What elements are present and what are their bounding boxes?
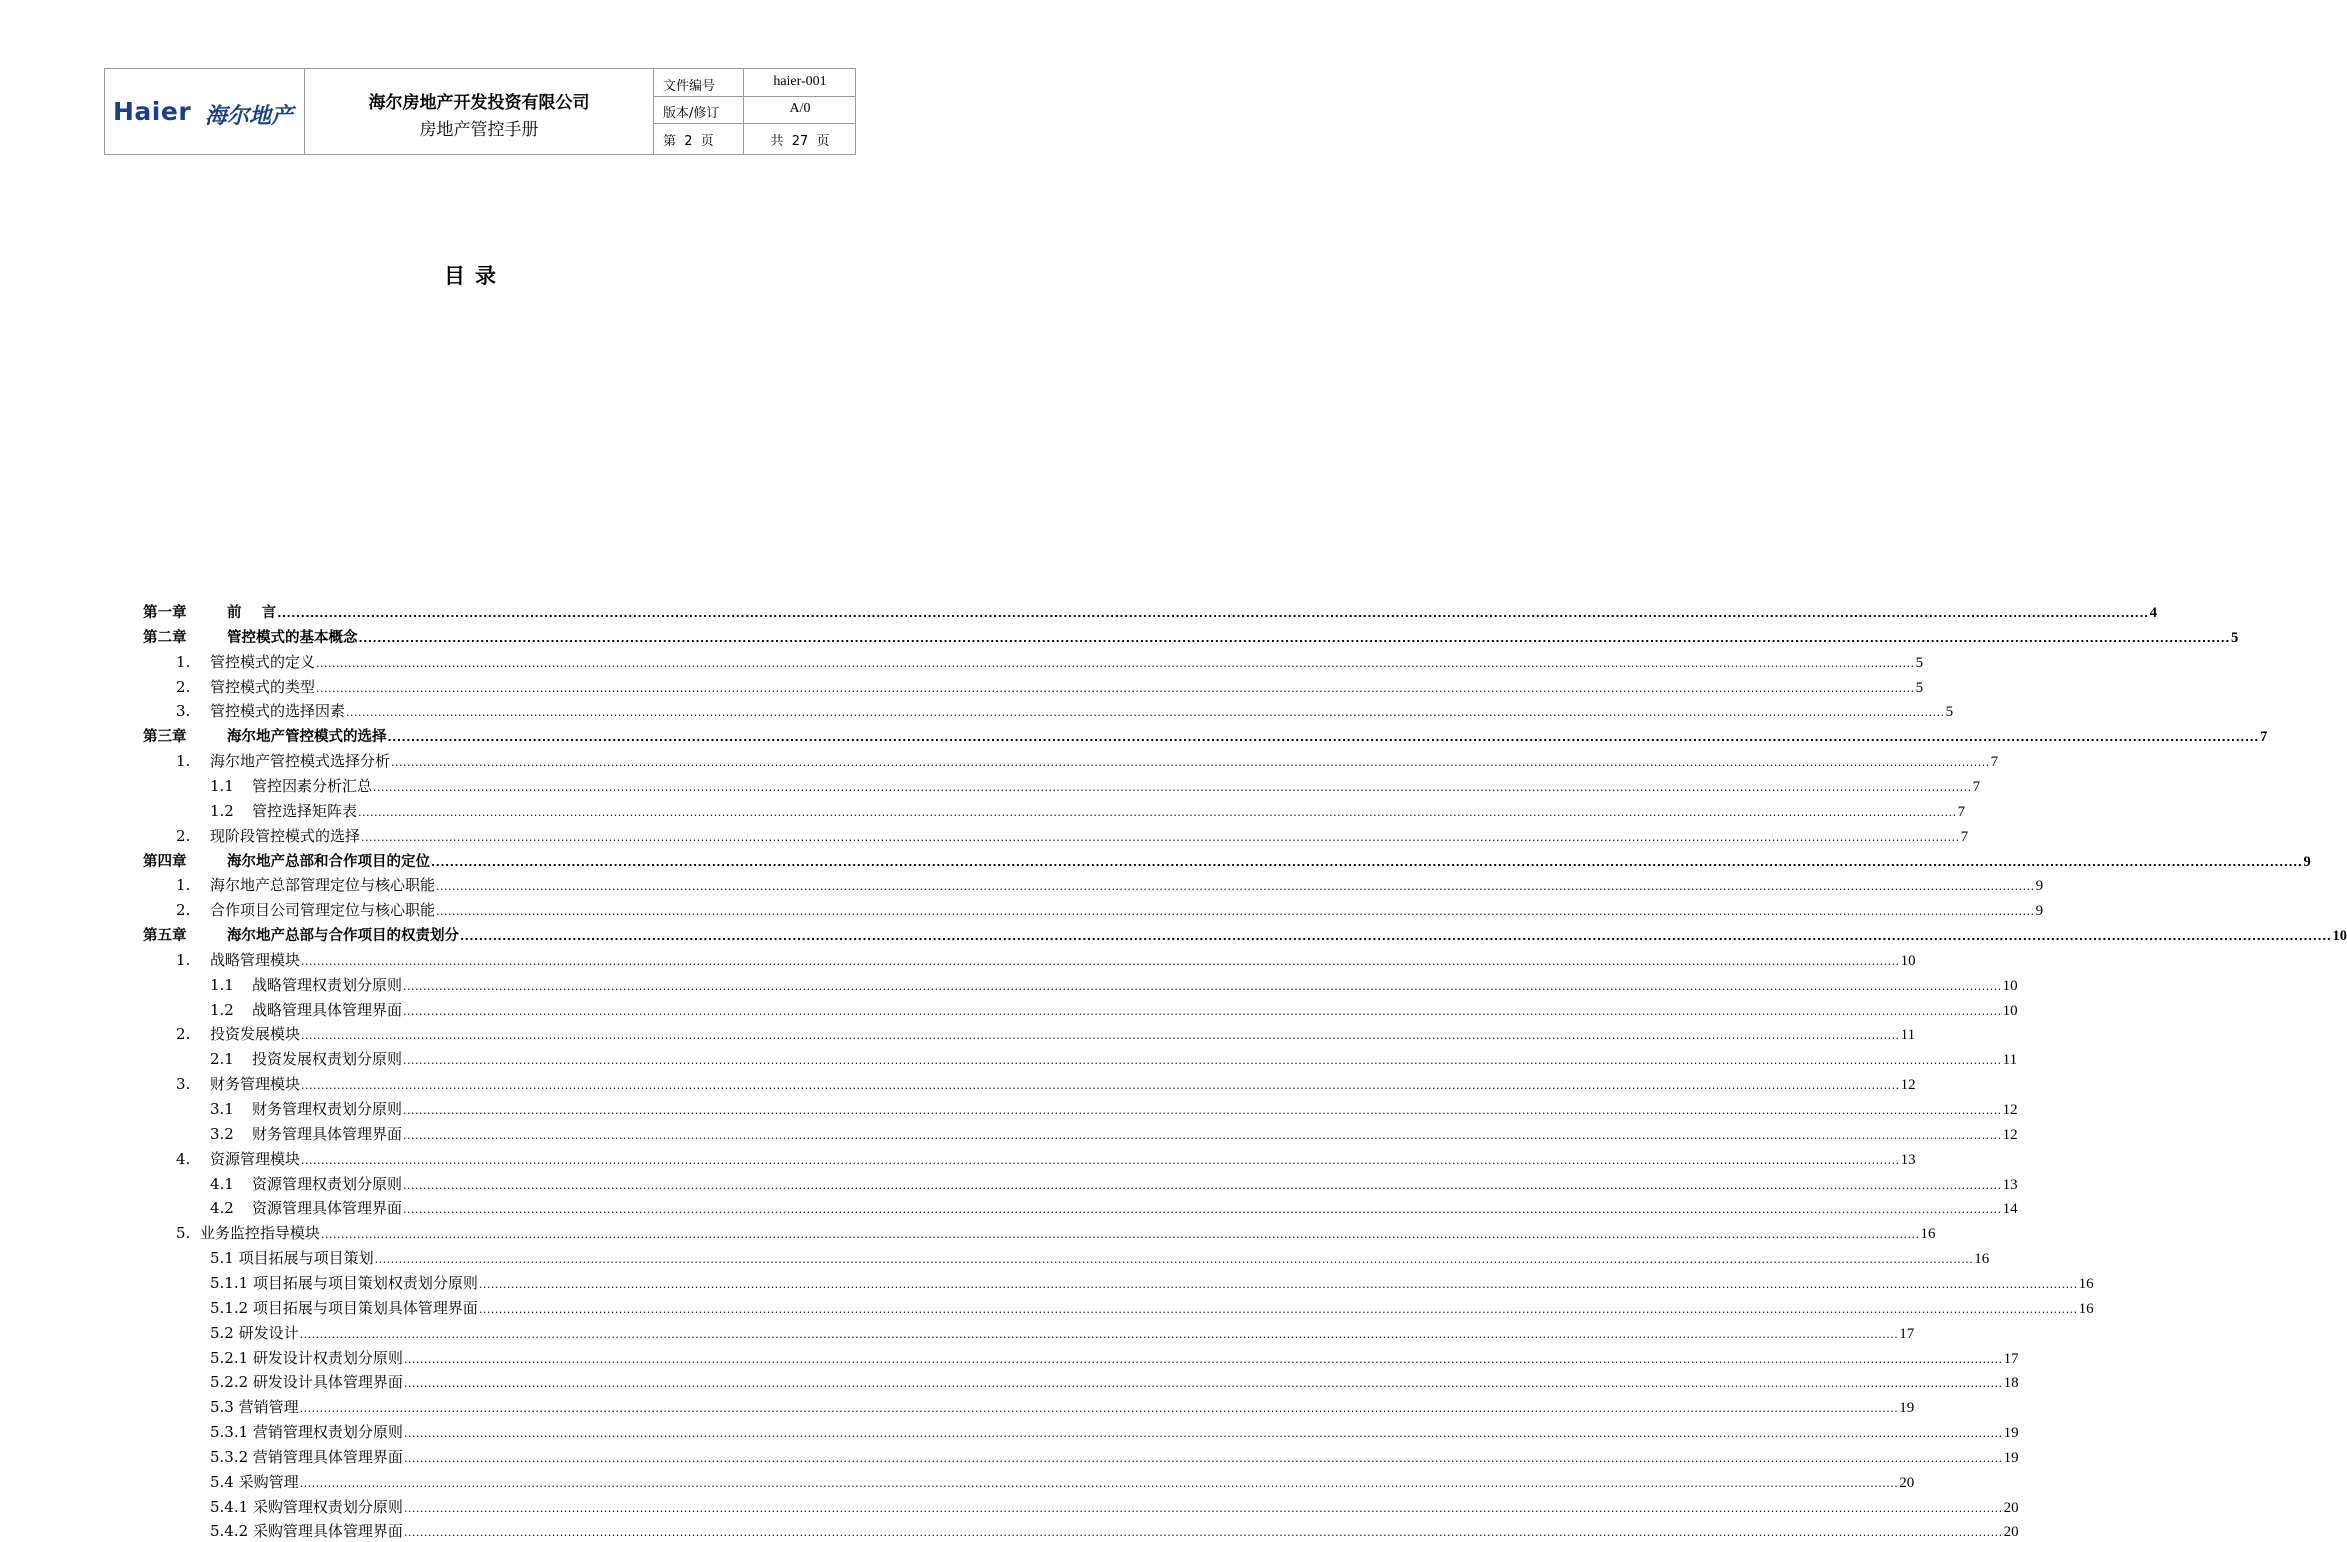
manual-title: 房地产管控手册 [419,120,539,140]
toc-page-number: 4 [2149,605,2157,621]
toc-entry-number: 第二章 [143,629,187,646]
toc-entry-label [210,775,372,796]
toc-entry[interactable] [210,800,1966,822]
toc-entry-label [176,1148,300,1169]
toc-entry-number: 3.1 [210,1100,234,1118]
toc-entry-number: 第三章 [143,729,187,746]
total-pages: 共 27 页 [770,134,830,149]
toc-page-number: 18 [2003,1375,2019,1392]
toc-entry[interactable] [210,1371,2019,1393]
toc-page-number: 12 [1900,1077,1916,1094]
header-divider [653,123,855,124]
toc-entry-number: 2. [176,1025,191,1044]
toc-entry-label [210,1173,402,1194]
toc-entry-label [176,1222,320,1243]
toc-entry[interactable] [210,974,2018,996]
haier-logo [113,97,301,129]
toc-entry[interactable] [176,1148,1916,1170]
toc-entry[interactable] [210,1247,1990,1269]
toc-entry[interactable] [210,1347,2019,1369]
toc-leader-dots: ................................................................................................................................................................................................................................................................................................................................................................................................................ [387,731,2259,745]
toc-leader-dots: ................................................................................................................................................................................................................................................................................................................................................................................................................ [436,880,2035,894]
toc-entry-text: 5.4.1 采购管理权责划分原则 [210,1497,403,1516]
toc-leader-dots: ................................................................................................................................................................................................................................................................................................................................................................................................................ [320,1228,1920,1242]
toc-page-number: 19 [2003,1449,2019,1466]
toc-entry[interactable] [210,1098,2018,1120]
toc-page-number: 5 [1915,679,1924,696]
toc-entry-number: 4. [176,1149,191,1168]
toc-entry-text: 资源管理模块 [210,1149,301,1168]
toc-leader-dots: ................................................................................................................................................................................................................................................................................................................................................................................................................ [301,1079,1900,1093]
toc-leader-dots: ................................................................................................................................................................................................................................................................................................................................................................................................................ [373,780,1972,794]
toc-entry[interactable] [210,775,1981,797]
page-number: 第 2 页 [663,134,714,149]
toc-page-number: 16 [1974,1251,1990,1268]
toc-entry-text: 海尔地产总部管理定位与核心职能 [210,876,436,895]
toc-leader-dots: ................................................................................................................................................................................................................................................................................................................................................................................................................ [431,855,2303,869]
toc-page-number: 16 [1920,1226,1936,1243]
toc-entry[interactable] [176,874,2044,896]
toc-entry-text: 资源管理具体管理界面 [252,1199,403,1218]
toc-entry-label [143,626,358,647]
toc-entry-number: 1.1 [210,975,234,994]
toc-page-number: 12 [2002,1126,2018,1143]
header-divider [653,69,654,154]
toc-entry-text: 管控因素分析汇总 [252,776,373,795]
toc-entry-text: 5. 业务监控指导模块 [176,1224,320,1243]
toc-leader-dots: ................................................................................................................................................................................................................................................................................................................................................................................................................ [436,905,2035,919]
toc-entry[interactable] [176,825,1969,847]
toc-entry-text: 海尔地产管控模式选择分析 [210,752,391,771]
toc-entry-text: 现阶段管控模式的选择 [210,826,361,845]
toc-entry-text: 海尔地产总部与合作项目的权责划分 [227,928,459,945]
toc-entry-number: 2.1 [210,1050,234,1069]
toc-leader-dots: ................................................................................................................................................................................................................................................................................................................................................................................................................ [316,656,1915,670]
toc-entry-label [210,1496,403,1517]
toc-entry[interactable] [210,1421,2019,1443]
toc-entry[interactable] [210,1496,2019,1518]
toc-entry-label [210,800,357,821]
toc-leader-dots: ................................................................................................................................................................................................................................................................................................................................................................................................................ [403,1203,2002,1217]
toc-page-number: 7 [1990,754,1999,771]
toc-entry[interactable] [176,1222,1936,1244]
toc-leader-dots: ................................................................................................................................................................................................................................................................................................................................................................................................................ [301,1153,1900,1167]
toc-entry[interactable] [210,1520,2019,1542]
toc-leader-dots: ................................................................................................................................................................................................................................................................................................................................................................................................................ [403,1526,2003,1540]
toc-chapter-entry[interactable] [143,626,2239,648]
toc-leader-dots: ................................................................................................................................................................................................................................................................................................................................................................................................................ [358,631,2230,645]
toc-entry-text: 前 言 [227,605,277,621]
doc-no-value: haier-001 [773,74,827,89]
toc-page-number: 17 [2003,1350,2019,1367]
toc-entry-number: 1.2 [210,1000,234,1019]
toc-entry-number: 第四章 [143,853,187,870]
toc-leader-dots: ................................................................................................................................................................................................................................................................................................................................................................................................................ [403,1377,2003,1391]
toc-leader-dots: ................................................................................................................................................................................................................................................................................................................................................................................................................ [478,1277,2078,1291]
toc-entry[interactable] [210,1197,2018,1219]
toc-entry-label [143,725,387,746]
toc-entry-label [176,750,390,771]
toc-entry-label [210,1396,299,1417]
toc-entry-text: 5.1.1 项目拓展与项目策划权责划分原则 [210,1273,478,1292]
toc-leader-dots: ................................................................................................................................................................................................................................................................................................................................................................................................................ [403,1054,2002,1068]
toc-entry-number: 1. [176,652,191,671]
toc-page-number: 16 [2078,1300,2094,1317]
toc-entry-label [176,676,315,697]
toc-page-number: 7 [1957,803,1966,820]
toc-entry-label [210,1247,374,1268]
toc-leader-dots: ................................................................................................................................................................................................................................................................................................................................................................................................................ [361,830,1960,844]
toc-leader-dots: ................................................................................................................................................................................................................................................................................................................................................................................................................ [403,1451,2003,1465]
toc-chapter-entry[interactable] [143,725,2268,747]
toc-entry-text: 投资发展权责划分原则 [252,1050,403,1069]
toc-entry-label [210,1471,299,1492]
toc-entry-label [210,1048,402,1069]
doc-no-label: 文件编号 [663,79,716,94]
toc-entry-number: 2. [176,901,191,920]
toc-entry[interactable] [176,750,1999,772]
toc-leader-dots: ................................................................................................................................................................................................................................................................................................................................................................................................................ [478,1302,2078,1316]
toc-leader-dots: ................................................................................................................................................................................................................................................................................................................................................................................................................ [403,1178,2002,1192]
toc-leader-dots: ................................................................................................................................................................................................................................................................................................................................................................................................................ [358,805,1957,819]
toc-entry-label [143,850,430,871]
toc-entry-text: 5.2.2 研发设计具体管理界面 [210,1373,403,1392]
toc-entry-text: 管控模式的定义 [210,652,316,671]
toc-entry-label [210,1371,403,1392]
toc-entry-text: 5.3 营销管理 [210,1398,299,1417]
toc-leader-dots: ................................................................................................................................................................................................................................................................................................................................................................................................................ [403,1004,2002,1018]
toc-entry-text: 管控模式的基本概念 [227,629,358,646]
toc-page-number: 13 [1900,1151,1916,1168]
toc-entry[interactable] [210,1272,2094,1294]
toc-entry-text: 5.1.2 项目拓展与项目策划具体管理界面 [210,1298,478,1317]
toc-entry-text: 财务管理权责划分原则 [252,1100,403,1118]
toc-leader-dots: ................................................................................................................................................................................................................................................................................................................................................................................................................ [403,1104,2002,1117]
header-divider [653,96,855,97]
toc-entry-text: 管控模式的选择因素 [210,702,346,721]
toc-page-number: 19 [1899,1400,1915,1417]
toc-title: 目录 [444,264,506,288]
toc-page-number: 5 [2230,629,2239,646]
toc-entry-label [176,899,435,920]
toc-entry[interactable] [176,676,1924,698]
toc-leader-dots: ................................................................................................................................................................................................................................................................................................................................................................................................................ [301,954,1900,968]
toc-leader-dots: ................................................................................................................................................................................................................................................................................................................................................................................................................ [299,1402,1899,1416]
toc-leader-dots: ................................................................................................................................................................................................................................................................................................................................................................................................................ [346,706,1945,720]
toc-entry-number: 1.2 [210,801,234,820]
toc-page-number: 20 [1899,1474,1915,1491]
toc-entry-text: 战略管理模块 [210,950,301,969]
toc-entry[interactable] [210,1446,2019,1468]
toc-page-number: 11 [2002,1052,2018,1069]
toc-page-number: 10 [2332,928,2347,945]
toc-chapter-entry[interactable] [143,924,2347,946]
toc-page-number: 17 [1899,1325,1915,1342]
toc-entry-label [210,1098,402,1119]
toc-entry-number: 1. [176,950,191,969]
toc-leader-dots: ................................................................................................................................................................................................................................................................................................................................................................................................................ [299,1327,1899,1341]
toc-entry-number: 2. [176,677,191,696]
toc-entry-label [176,1073,300,1094]
toc-page-number: 20 [2003,1499,2019,1516]
toc-page-number: 7 [1960,828,1969,845]
toc-entry-number: 1. [176,876,191,895]
toc-page-number: 12 [2002,1102,2018,1118]
toc-entry-number: 2. [176,826,191,845]
toc-entry-label [176,651,315,672]
logo-cn-text: 海尔地产 [205,104,294,129]
toc-entry-label [210,1446,403,1467]
toc-leader-dots: ................................................................................................................................................................................................................................................................................................................................................................................................................ [391,756,1990,770]
toc-leader-dots: ................................................................................................................................................................................................................................................................................................................................................................................................................ [403,1352,2003,1366]
toc-leader-dots: ................................................................................................................................................................................................................................................................................................................................................................................................................ [277,607,2149,620]
toc-entry[interactable] [176,700,1954,722]
toc-entry-label [210,1297,478,1318]
toc-leader-dots: ................................................................................................................................................................................................................................................................................................................................................................................................................ [374,1253,1974,1267]
toc-entry[interactable] [210,1297,2094,1319]
company-name: 海尔房地产开发投资有限公司 [368,93,590,113]
toc-entry-label [143,924,459,945]
toc-entry-label [210,1520,403,1541]
toc-entry-text: 战略管理具体管理界面 [252,1000,403,1019]
toc-entry-label [210,1421,403,1442]
toc-entry-label [176,1023,300,1044]
toc-page-number: 7 [1972,778,1981,795]
logo-brand-text: Haier [113,97,192,126]
toc-page-number: 20 [2003,1524,2019,1541]
toc-entry-label [143,601,276,622]
toc-leader-dots: ................................................................................................................................................................................................................................................................................................................................................................................................................ [301,1029,1900,1043]
toc-entry-text: 资源管理权责划分原则 [252,1174,403,1193]
toc-entry-text: 5.2 研发设计 [210,1323,299,1342]
toc-entry-label [176,700,345,721]
toc-leader-dots: ................................................................................................................................................................................................................................................................................................................................................................................................................ [403,1427,2003,1441]
toc-entry-text: 管控模式的类型 [210,677,316,696]
toc-page-number: 10 [2002,977,2018,994]
toc-entry-label [210,1322,299,1343]
toc-entry[interactable] [210,999,2018,1021]
toc-entry-label [210,974,402,995]
toc-entry-number: 3. [176,702,191,721]
toc-entry-label [176,874,435,895]
toc-entry-number: 3. [176,1075,191,1094]
toc-entry-text: 战略管理权责划分原则 [252,975,403,994]
toc-entry-text: 5.4 采购管理 [210,1472,299,1491]
toc-entry-text: 投资发展模块 [210,1025,301,1044]
toc-page-number: 19 [2003,1425,2019,1442]
toc-page-number: 7 [2259,729,2268,746]
toc-page-number: 10 [1900,952,1916,969]
toc-entry-label [210,999,402,1020]
toc-page-number: 5 [1945,704,1954,721]
toc-entry-label [210,1272,478,1293]
toc-entry-text: 5.1 项目拓展与项目策划 [210,1249,374,1268]
toc-entry[interactable] [210,1471,1915,1493]
toc-leader-dots: ................................................................................................................................................................................................................................................................................................................................................................................................................ [316,681,1915,695]
toc-entry-number: 4.1 [210,1174,234,1193]
toc-entry[interactable] [210,1396,1915,1418]
toc-entry[interactable] [210,1123,2018,1145]
toc-entry-label [210,1123,402,1144]
toc-page-number: 10 [2002,1002,2018,1019]
toc-entry-label [210,1347,403,1368]
toc-page-number: 14 [2002,1201,2018,1218]
toc-entry-text: 5.4.2 采购管理具体管理界面 [210,1522,403,1541]
toc-entry[interactable] [176,1073,1916,1095]
toc-page-number: 16 [2078,1275,2094,1292]
toc-entry-number: 第五章 [143,928,187,945]
toc-entry-text: 管控选择矩阵表 [252,801,358,820]
toc-entry[interactable] [176,899,2044,921]
toc-entry-text: 海尔地产总部和合作项目的定位 [227,853,430,870]
toc-entry-number: 1.1 [210,776,234,795]
toc-entry-number: 第一章 [143,605,187,621]
toc-page-number: 5 [1915,654,1924,671]
toc-entry[interactable] [176,1023,1916,1045]
toc-page-number: 9 [2035,878,2044,895]
toc-entry-number: 3.2 [210,1124,234,1143]
toc-entry-text: 财务管理具体管理界面 [252,1124,403,1143]
toc-entry-text: 合作项目公司管理定位与核心职能 [210,901,436,920]
toc-entry[interactable] [210,1173,2018,1195]
toc-entry-text: 5.3.1 营销管理权责划分原则 [210,1423,403,1442]
toc-entry-label [210,1197,402,1218]
toc-chapter-entry[interactable] [143,850,2311,872]
toc-entry[interactable] [176,651,1924,673]
toc-leader-dots: ................................................................................................................................................................................................................................................................................................................................................................................................................ [299,1476,1899,1490]
toc-entry-label [176,949,300,970]
toc-entry-text: 财务管理模块 [210,1075,301,1094]
toc-entry-text: 5.3.2 营销管理具体管理界面 [210,1447,403,1466]
toc-chapter-entry[interactable] [143,601,2157,623]
toc-page-number: 9 [2035,903,2044,920]
version-label: 版本/修订 [663,106,720,121]
toc-page-number: 13 [2002,1176,2018,1193]
toc-entry-label [176,825,360,846]
toc-leader-dots: ................................................................................................................................................................................................................................................................................................................................................................................................................ [460,930,2332,944]
toc-entry-number: 1. [176,752,191,771]
toc-entry[interactable] [176,949,1916,971]
toc-entry-text: 5.2.1 研发设计权责划分原则 [210,1348,403,1367]
toc-leader-dots: ................................................................................................................................................................................................................................................................................................................................................................................................................ [403,1128,2002,1142]
toc-page-number: 11 [1900,1027,1916,1044]
toc-entry-text: 海尔地产管控模式的选择 [227,729,387,746]
toc-page-number: 9 [2303,853,2311,870]
document-header-table [104,68,856,155]
toc-leader-dots: ................................................................................................................................................................................................................................................................................................................................................................................................................ [403,979,2002,993]
version-value: A/0 [789,101,811,116]
toc-entry[interactable] [210,1322,1915,1344]
toc-entry-number: 4.2 [210,1199,234,1218]
toc-leader-dots: ................................................................................................................................................................................................................................................................................................................................................................................................................ [403,1501,2003,1515]
toc-entry[interactable] [210,1048,2018,1070]
